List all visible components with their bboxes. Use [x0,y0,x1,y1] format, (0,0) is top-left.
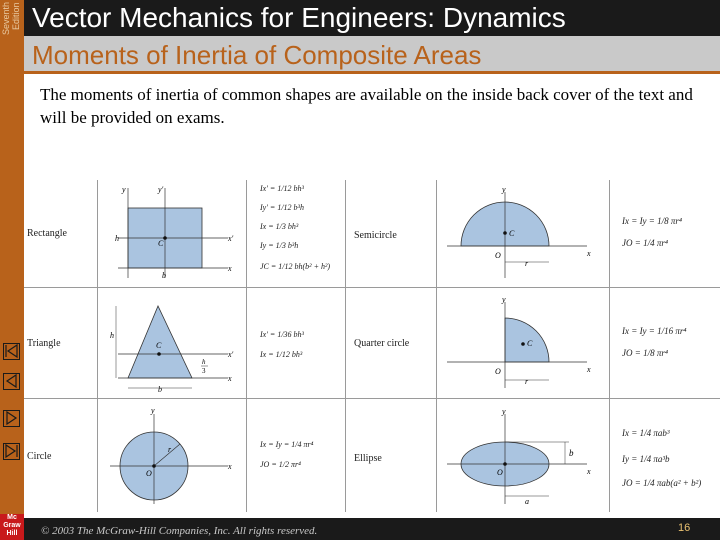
shape-label-quarter-circle: Quarter circle [354,338,410,349]
svg-text:O: O [495,367,501,376]
page-title: Vector Mechanics for Engineers: Dynamics [32,2,566,33]
svg-text:a: a [525,497,529,506]
svg-text:O: O [146,469,152,478]
sidebar [0,0,24,540]
formula-quarter-circle-ix: Ix = Iy = 1/16 πr⁴ [622,326,687,336]
svg-text:b: b [158,385,162,394]
nav-next-button[interactable] [3,410,20,427]
svg-text:y: y [502,185,506,194]
nav-next-icon [4,411,19,426]
shape-label-triangle: Triangle [27,338,61,349]
formula-ellipse-iy: Iy = 1/4 πa³b [622,454,670,464]
formula-rectangle-iyp: Iy' = 1/12 b³h [260,203,304,212]
formula-rectangle-ix: Ix = 1/3 bh³ [260,222,299,231]
nav-prev-icon [4,374,19,389]
svg-text:y: y [502,407,506,416]
shape-label-semicircle: Semicircle [354,230,397,241]
rectangle-diagram [98,178,246,286]
svg-text:h: h [202,358,206,366]
title-bar [24,0,720,36]
nav-last-button[interactable] [3,443,20,460]
svg-text:x: x [228,462,232,471]
moments-of-inertia-table [24,178,720,514]
shape-label-circle: Circle [27,451,52,462]
nav-first-button[interactable] [3,343,20,360]
svg-text:C: C [158,239,164,248]
svg-text:y: y [502,295,506,304]
copyright-text: © 2003 The McGraw-Hill Companies, Inc. All rights reserved. [41,525,318,537]
svg-text:x': x' [228,234,234,243]
subtitle-bar [24,36,720,74]
svg-text:C: C [527,339,533,348]
triangle-diagram [98,288,246,398]
svg-text:x: x [587,365,591,374]
formula-rectangle-iy: Iy = 1/3 b³h [260,241,299,250]
svg-text:b: b [569,448,574,458]
formula-ellipse-jo: JO = 1/4 πab(a² + b²) [622,478,702,488]
page-number: 16 [678,522,691,534]
column-divider [246,180,247,512]
svg-text:y': y' [158,185,164,194]
formula-semicircle-ix: Ix = Iy = 1/8 πr⁴ [622,216,683,226]
formula-semicircle-jo: JO = 1/4 πr⁴ [622,238,668,248]
formula-triangle-ixp: Ix' = 1/36 bh³ [260,330,304,339]
svg-text:r: r [525,377,529,386]
formula-triangle-ix: Ix = 1/12 bh³ [260,350,303,359]
svg-text:r: r [525,259,529,268]
quarter-circle-diagram [437,288,609,398]
semicircle-diagram [437,178,609,286]
svg-text:x: x [587,249,591,258]
svg-text:x: x [587,467,591,476]
svg-text:x: x [228,264,232,273]
row-divider [24,398,720,399]
formula-rectangle-ixp: Ix' = 1/12 bh³ [260,184,304,193]
circle-diagram [98,400,246,510]
formula-ellipse-ix: Ix = 1/4 πab³ [622,428,670,438]
slide-subtitle: Moments of Inertia of Composite Areas [32,40,482,70]
svg-text:h: h [115,234,119,243]
nav-prev-button[interactable] [3,373,20,390]
nav-first-icon [4,344,19,359]
svg-text:3: 3 [202,367,206,375]
svg-text:C: C [509,229,515,238]
shape-label-rectangle: Rectangle [27,228,67,239]
formula-circle-ix: Ix = Iy = 1/4 πr⁴ [260,440,314,449]
edition-label: Seventh Edition [1,2,21,36]
intro-paragraph: The moments of inertia of common shapes are available on the inside back cover of the text and will be provided on exams. [40,85,693,127]
svg-text:x': x' [228,350,234,359]
svg-text:y: y [151,406,155,415]
svg-text:y: y [122,185,126,194]
svg-text:O: O [495,251,501,260]
shape-label-ellipse: Ellipse [354,453,382,464]
svg-text:h: h [110,331,114,340]
svg-text:x: x [228,374,232,383]
formula-circle-jo: JO = 1/2 πr⁴ [260,460,301,469]
logo-text: Mc Graw Hill [3,514,21,537]
formula-quarter-circle-jo: JO = 1/8 πr⁴ [622,348,668,358]
svg-text:r: r [168,445,172,454]
formula-rectangle-jc: JC = 1/12 bh(b² + h²) [260,262,331,271]
footer-bar [24,518,720,540]
ellipse-diagram [437,400,609,510]
column-divider [345,180,346,512]
column-divider [609,180,610,512]
svg-text:b: b [162,271,166,280]
nav-last-icon [4,444,19,459]
svg-text:C: C [156,341,162,350]
mcgraw-hill-logo [0,514,24,540]
svg-text:O: O [497,468,503,477]
